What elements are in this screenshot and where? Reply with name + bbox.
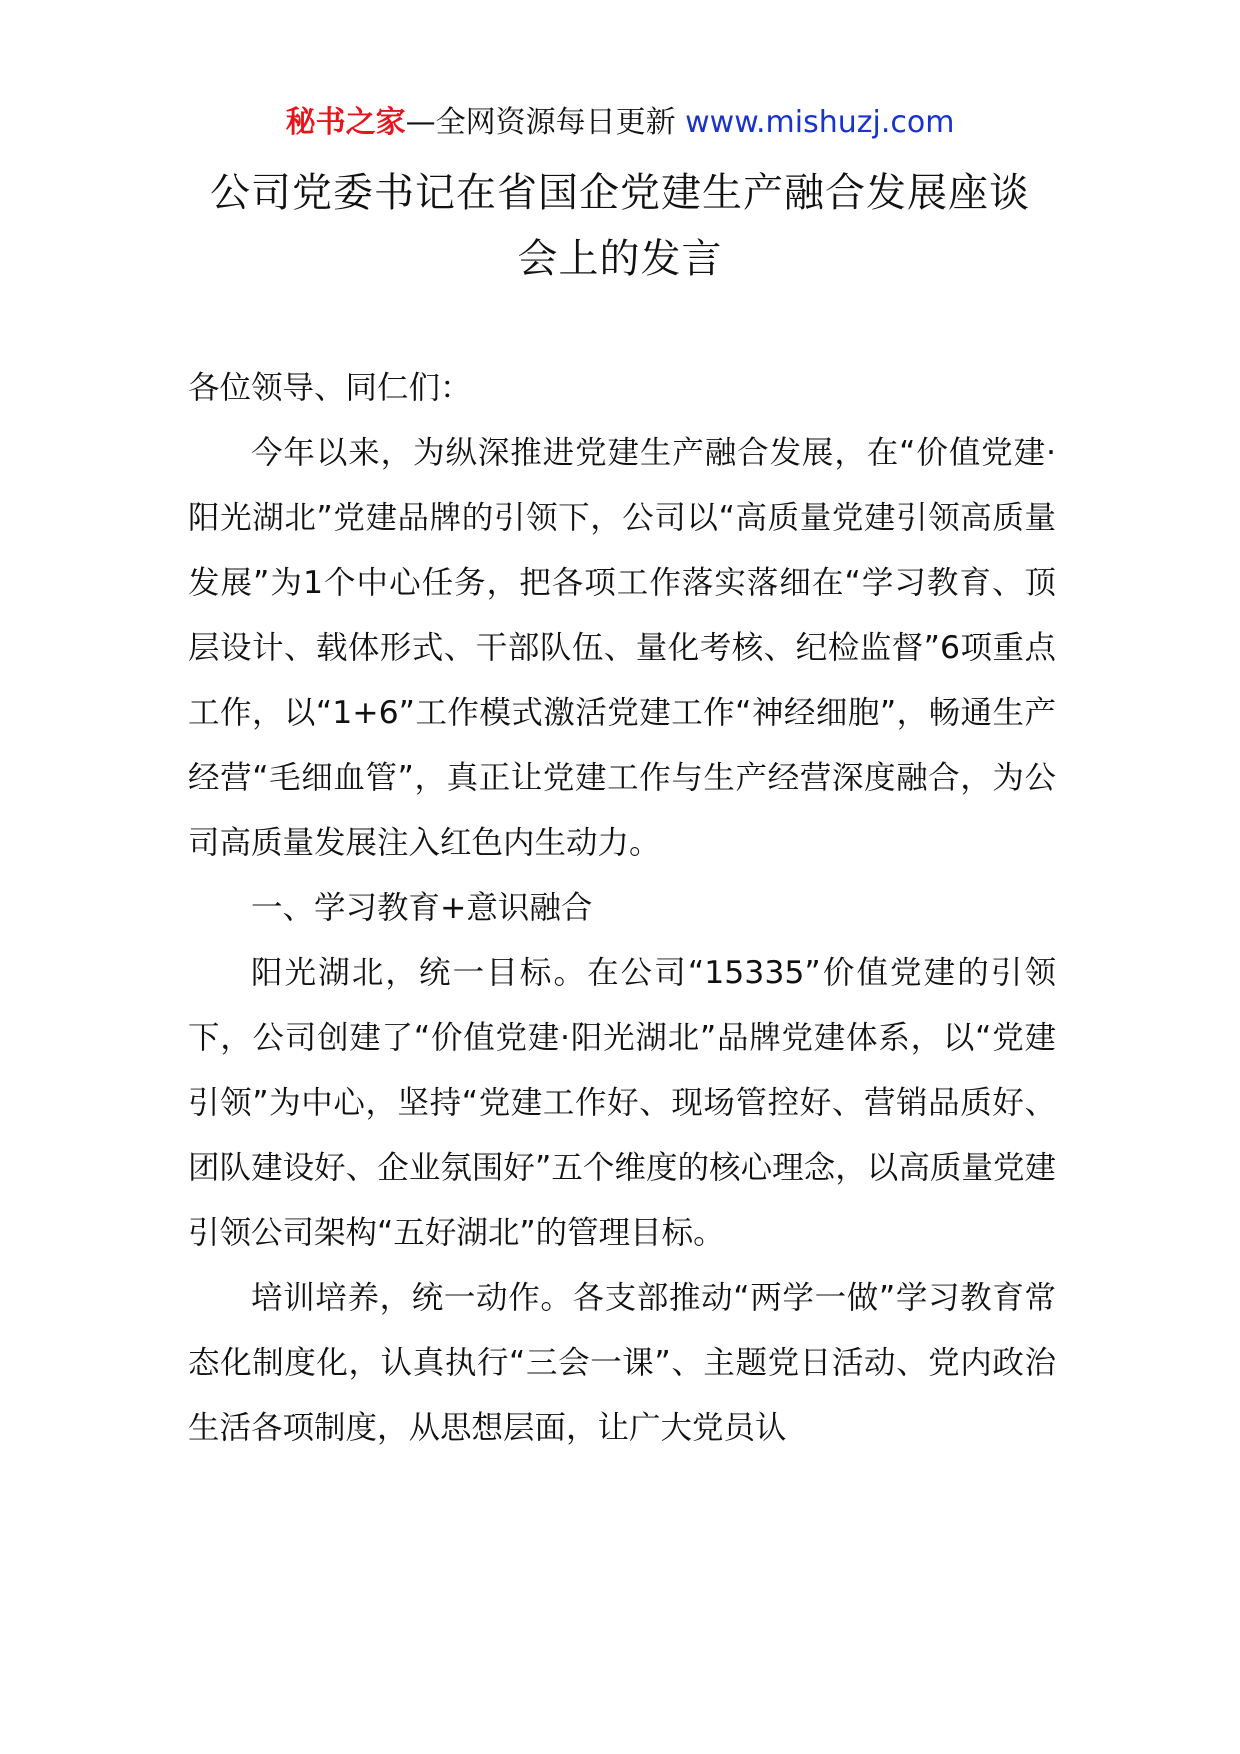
document-body <box>188 356 1056 1461</box>
salutation: 各位领导、同仁们： <box>188 370 472 406</box>
paragraph-intro: 今年以来，为纵深推进党建生产融合发展，在“价值党建·阳光湖北”党建品牌的引领下，公司以“高质量党建引领高质量发展”为1个中心任务，把各项工作落实落细在“学习教育、顶层设计、载体形式、干部队伍、量化考核、纪检监督”6项重点工作，以“1+6”工作模式激活党建工作“神经细胞”，畅通生产经营“毛细血管”，真正让党建工作与生产经营深度融合，为公司高质量发展注入红色内生动力。 <box>188 435 1056 861</box>
section-heading-1: 一、学习教育+意识融合 <box>251 890 593 926</box>
brand-name: 秘书之家 <box>285 105 406 140</box>
paragraph-goals: 阳光湖北，统一目标。在公司“15335”价值党建的引领下，公司创建了“价值党建·阳光湖北”品牌党建体系，以“党建引领”为中心，坚持“党建工作好、现场管控好、营销品质好、团队建设好、企业氛围好”五个维度的核心理念，以高质量党建引领公司架构“五好湖北”的管理目标。 <box>188 955 1056 1251</box>
paragraph-training: 培训培养，统一动作。各支部推动“两学一做”学习教育常态化制度化，认真执行“三会一课”、主题党日活动、党内政治生活各项制度，从思想层面，让广大党员认 <box>188 1280 1056 1446</box>
title-line-1: 公司党委书记在省国企党建生产融合发展座谈 <box>210 170 1030 216</box>
title-line-2: 会上的发言 <box>517 236 723 282</box>
brand-url[interactable]: www.mishuzj.com <box>685 105 955 140</box>
watermark-banner <box>0 100 1240 146</box>
document-title <box>150 160 1090 292</box>
brand-tagline: —全网资源每日更新 <box>405 105 676 140</box>
